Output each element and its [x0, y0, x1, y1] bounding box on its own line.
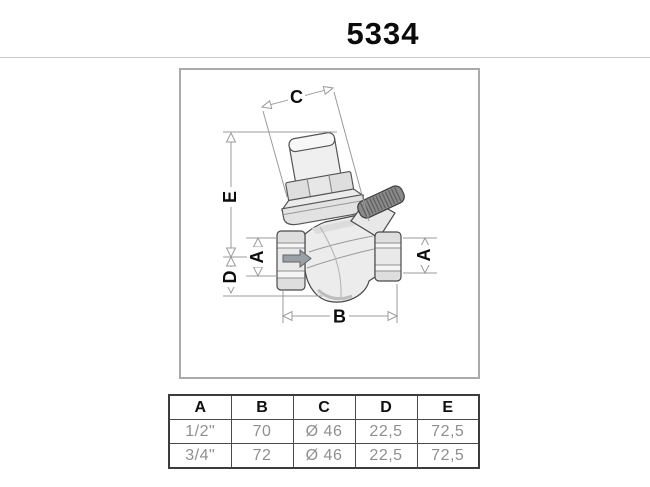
arrow-a-right-bottom [421, 264, 430, 273]
arrow-e-top [227, 133, 236, 142]
dimension-label-c: C [290, 87, 303, 107]
col-header-d: D [355, 395, 417, 420]
table-header-row [169, 395, 479, 420]
outlet-hex-top-face [375, 232, 401, 243]
cell-e: 72,5 [417, 420, 479, 444]
arrow-c-left [262, 101, 272, 109]
page-title: 5334 [346, 16, 420, 51]
cell-c: Ø 46 [293, 420, 355, 444]
cell-e: 72,5 [417, 444, 479, 469]
dimension-label-b: B [333, 306, 346, 327]
table-row [169, 420, 479, 444]
dim-c-ext-left [263, 111, 287, 197]
arrow-b-right [388, 312, 397, 321]
inlet-hex-bottom-face [277, 278, 305, 290]
inlet-hex-bevel-bottom [277, 271, 305, 278]
col-header-e: E [417, 395, 479, 420]
arrow-e-bottom [227, 248, 236, 257]
arrow-a-left-top [254, 238, 263, 247]
col-header-b: B [231, 395, 293, 420]
cell-d: 22,5 [355, 444, 417, 469]
dimension-label-a-left: A [247, 250, 267, 264]
table-row [169, 444, 479, 469]
cell-size: 1/2" [169, 420, 231, 444]
arrow-c-right [323, 87, 333, 95]
inlet-hex-bevel-top [277, 243, 305, 248]
outlet-hex-bottom-face [375, 271, 401, 281]
inlet-hex-top-face [277, 231, 305, 243]
col-header-c: C [293, 395, 355, 420]
col-header-a: A [169, 395, 231, 420]
arrow-d-top [227, 257, 236, 266]
dimension-label-d: D [220, 270, 240, 284]
outlet-hex-connection [375, 232, 401, 281]
cell-b: 72 [231, 444, 293, 469]
outlet-hex-bevel-bottom [375, 265, 401, 271]
cell-b: 70 [231, 420, 293, 444]
upper-assembly [270, 129, 366, 227]
outlet-hex-bevel-top [375, 243, 401, 248]
dimension-label-a-right: A [414, 248, 434, 262]
arrow-b-left [283, 312, 292, 321]
cell-size: 3/4" [169, 444, 231, 469]
cell-c: Ø 46 [293, 444, 355, 469]
dimensions-table [168, 394, 480, 469]
cell-d: 22,5 [355, 420, 417, 444]
dimension-label-e: E [220, 190, 240, 204]
arrow-a-left-bottom [254, 267, 263, 276]
